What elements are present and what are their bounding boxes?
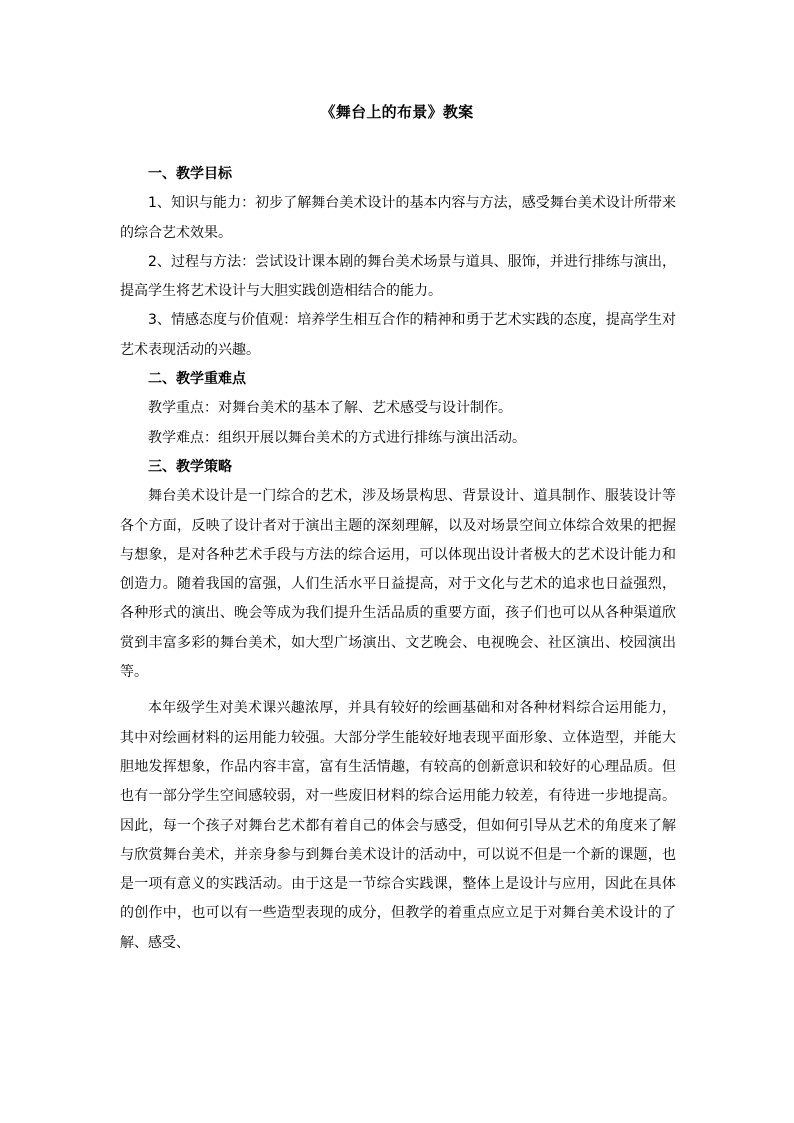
paragraph: 本年级学生对美术课兴趣浓厚，并具有较好的绘画基础和对各种材料综合运用能力，其中对绘画材料的运用能力较强。大部分学生能较好地表现平面形象、立体造型，并能大胆地发挥想象，作品内容丰富，富有生活情趣，有较高的创新意识和较好的心理品质。但也有一部分学生空间感较弱，对一些废旧材料的综合运用能力较差，有待进一步地提高。因此，每一个孩子对舞台艺术都有着自己的体会与感受，但如何引导从艺术的角度来了解与欣赏舞台美术，并亲身参与到舞台美术设计的活动中，可以说不但是一个新的课题，也是一项有意义的实践活动。由于这是一节综合实践课，整体上是设计与应用，因此在具体的创作中，也可以有一些造型表现的成分，但教学的着重点应立足于对舞台美术设计的了解、感受、: [120, 700, 676, 951]
document-body: [120, 160, 676, 958]
paragraph: 舞台美术设计是一门综合的艺术，涉及场景构思、背景设计、道具制作、服装设计等各个方面，反映了设计者对于演出主题的深刻理解，以及对场景空间立体综合效果的把握与想象，是对各种艺术手段与方法的综合运用，可以体现出设计者极大的艺术设计能力和创造力。随着我国的富强，人们生活水平日益提高，对于文化与艺术的追求也日益强烈，各种形式的演出、晚会等成为我们提升生活品质的重要方面，孩子们也可以从各种渠道欣赏到丰富多彩的舞台美术，如大型广场演出、文艺晚会、电视晚会、社区演出、校园演出等。: [120, 488, 676, 681]
paragraph: 1、知识与能力：初步了解舞台美术设计的基本内容与方法，感受舞台美术设计所带来的综合艺术效果。: [120, 195, 676, 241]
section-heading: 一、教学目标: [148, 166, 232, 182]
paragraph: 教学难点：组织开展以舞台美术的方式进行排练与演出活动。: [148, 429, 526, 446]
paragraph: 3、情感态度与价值观：培养学生相互合作的精神和勇于艺术实践的态度，提高学生对艺术表现活动的兴趣。: [120, 312, 676, 358]
paragraph: 2、过程与方法：尝试设计课本剧的舞台美术场景与道具、服饰，并进行排练与演出，提高学生将艺术设计与大胆实践创造相结合的能力。: [120, 253, 676, 300]
document-title: 《舞台上的布景》教案: [320, 103, 474, 121]
section-heading: 三、教学策略: [148, 458, 232, 475]
section-heading: 二、教学重难点: [148, 371, 246, 388]
paragraph: 教学重点：对舞台美术的基本了解、艺术感受与设计制作。: [148, 400, 512, 417]
